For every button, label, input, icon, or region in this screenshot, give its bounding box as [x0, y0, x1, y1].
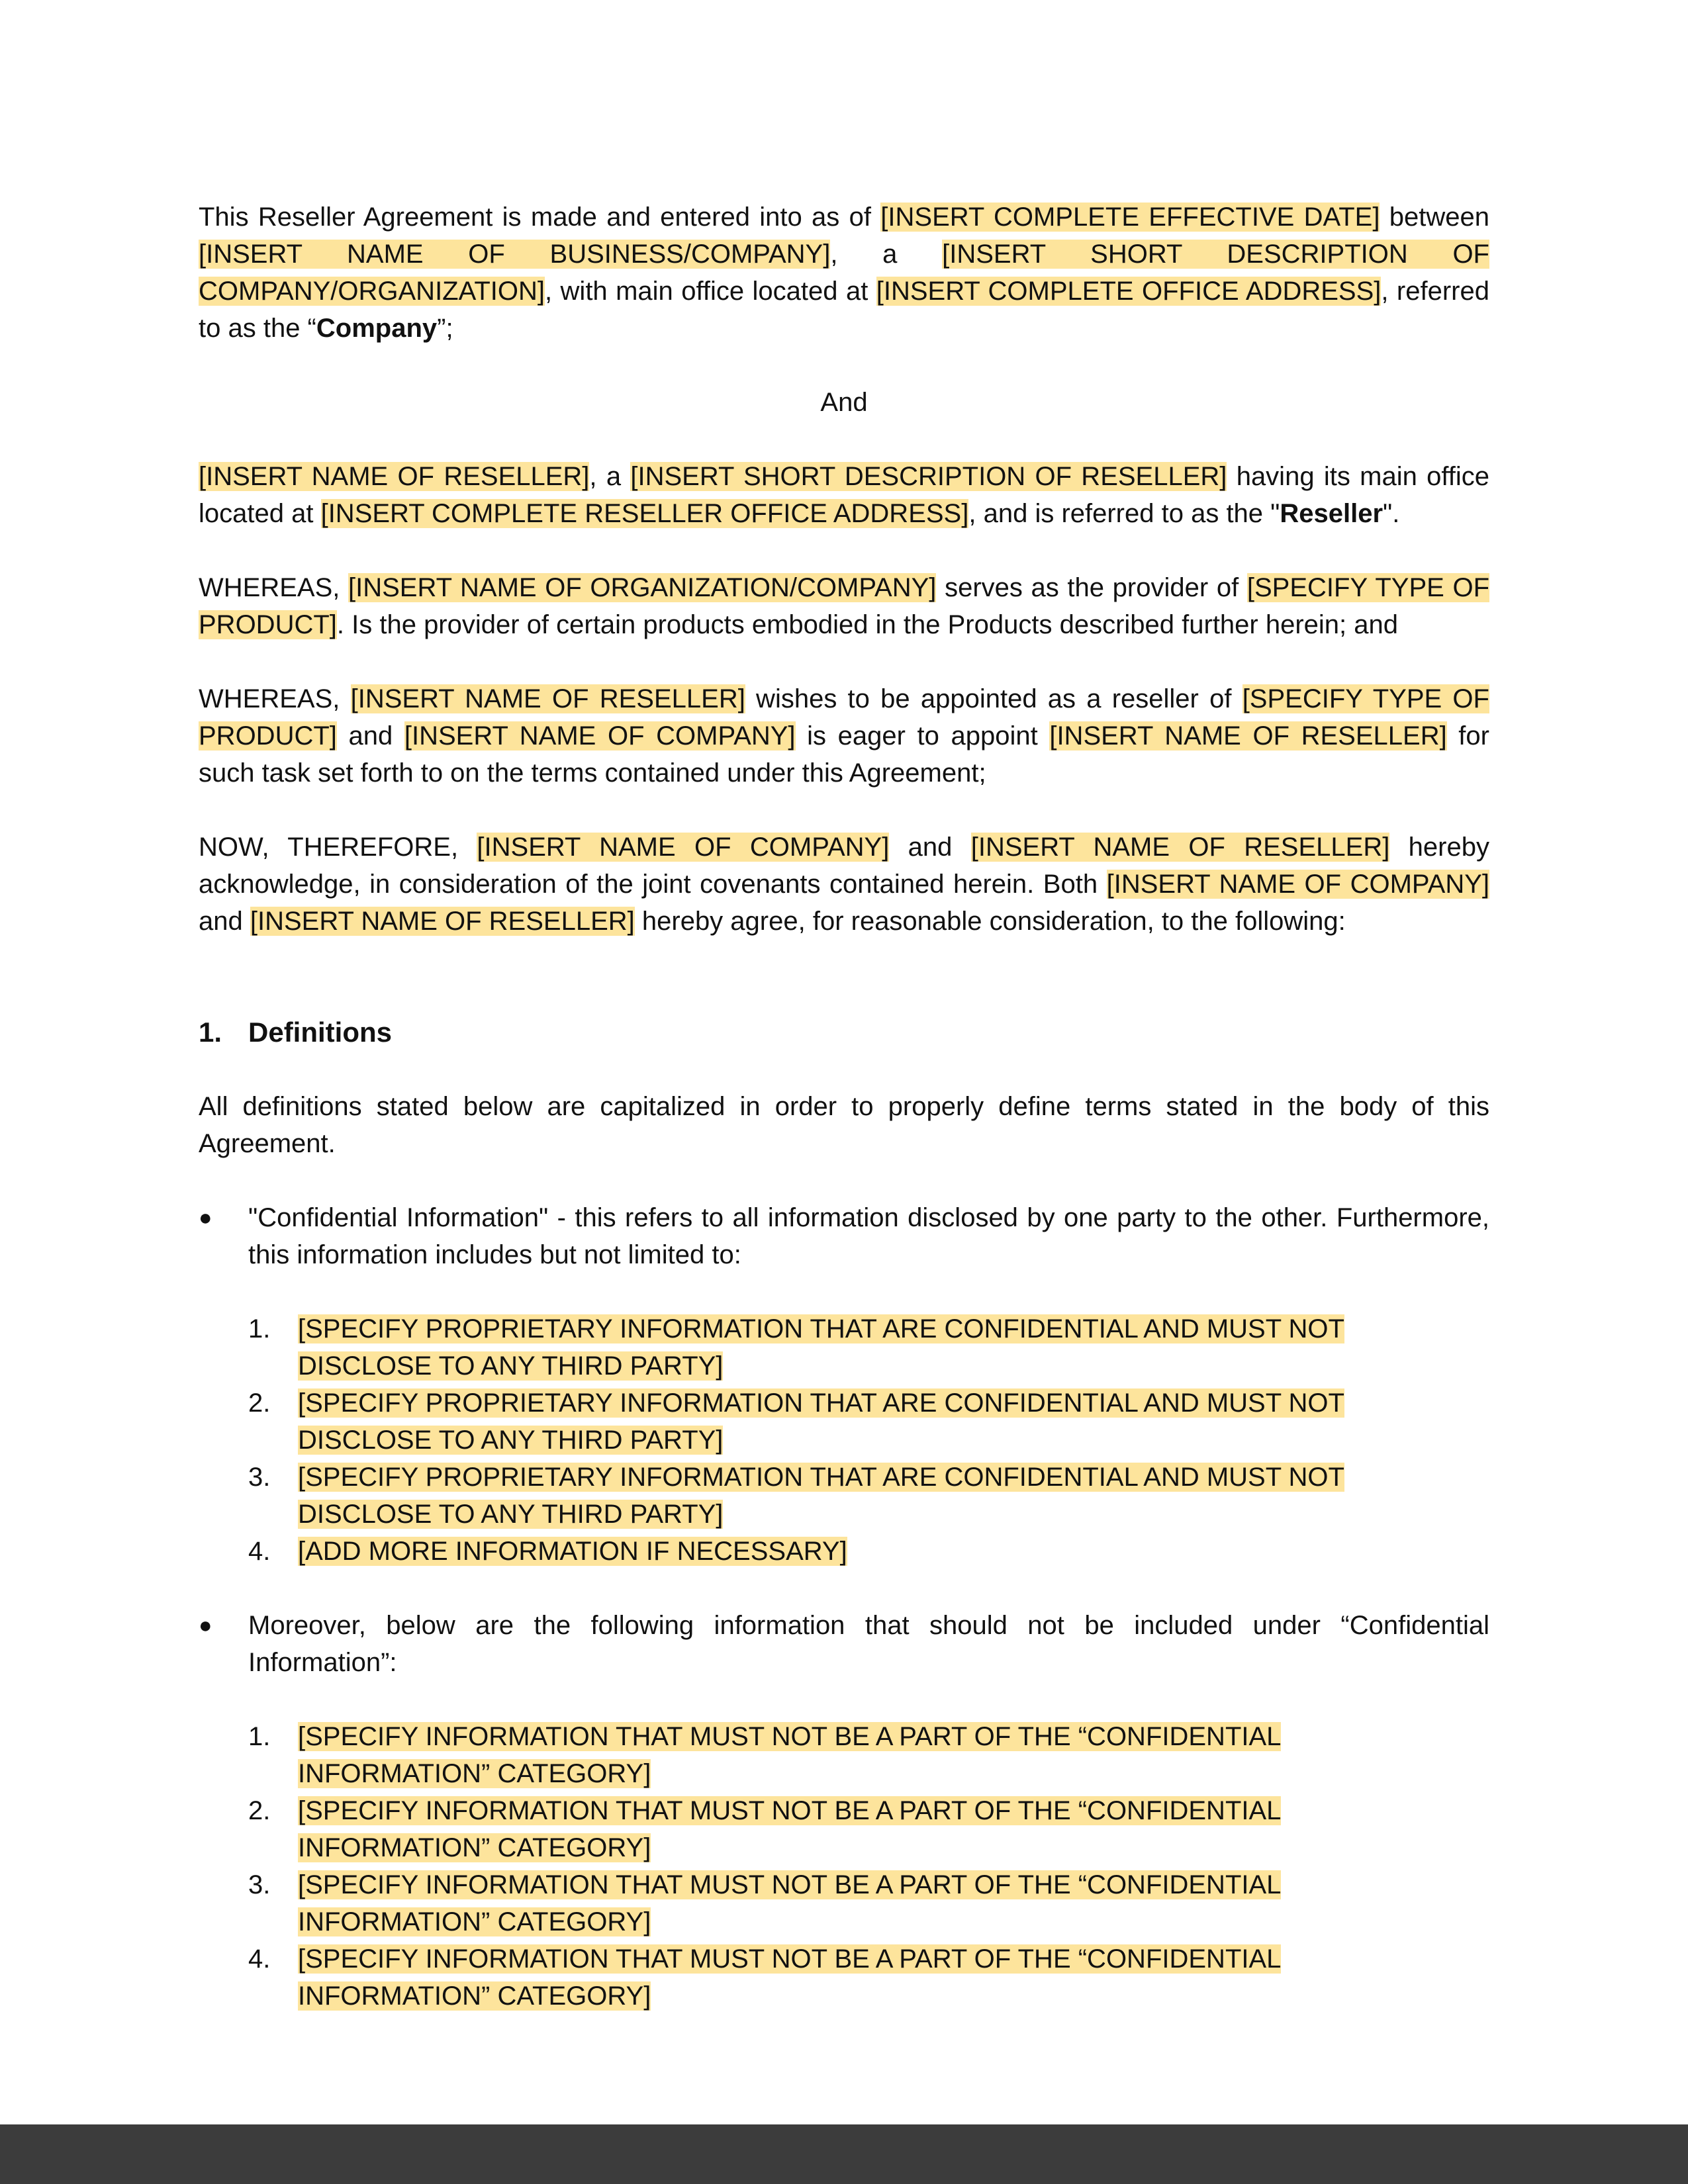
- list-item: 4. [SPECIFY INFORMATION THAT MUST NOT BE A PART OF THE “CONFIDENTIAL INFORMATION” CATEGORY]: [248, 1944, 1282, 2011]
- placeholder-more-information: [ADD MORE INFORMATION IF NECESSARY]: [298, 1537, 847, 1566]
- list-item: 1. [SPECIFY PROPRIETARY INFORMATION THAT ARE CONFIDENTIAL AND MUST NOT DISCLOSE TO ANY THIRD PARTY]: [248, 1314, 1344, 1381]
- bullet-icon: ●: [199, 1613, 212, 1638]
- list-item: 2. [SPECIFY PROPRIETARY INFORMATION THAT ARE CONFIDENTIAL AND MUST NOT DISCLOSE TO ANY THIRD PARTY]: [248, 1388, 1344, 1455]
- confidential-items-list: [199, 1310, 1489, 1570]
- intro-paragraph: This Reseller Agreement is made and entered into as of [INSERT COMPLETE EFFECTIVE DATE] between [INSERT NAME OF BUSINESS/COMPANY], a [INSERT SHORT DESCRIPTION OF COMPANY/ORGANIZATION], with main office located at [INSERT COMPLETE OFFICE ADDRESS], referred to as the “Company”;: [199, 203, 1490, 343]
- placeholder-excluded-information: [SPECIFY INFORMATION THAT MUST NOT BE A PART OF THE “CONFIDENTIAL INFORMATION” CATEGORY]: [298, 1944, 1282, 2011]
- placeholder-reseller-name: [INSERT NAME OF RESELLER]: [970, 833, 1390, 862]
- list-item: 3. [SPECIFY INFORMATION THAT MUST NOT BE A PART OF THE “CONFIDENTIAL INFORMATION” CATEGORY]: [248, 1870, 1282, 1936]
- placeholder-reseller-name: [INSERT NAME OF RESELLER]: [1049, 721, 1447, 751]
- placeholder-company-name: [INSERT NAME OF COMPANY]: [404, 721, 796, 751]
- placeholder-reseller-name: [INSERT NAME OF RESELLER]: [350, 684, 745, 713]
- placeholder-reseller-description: [INSERT SHORT DESCRIPTION OF RESELLER]: [630, 462, 1227, 491]
- reseller-paragraph: [INSERT NAME OF RESELLER], a [INSERT SHORT DESCRIPTION OF RESELLER] having its main office located at [INSERT COMPLETE RESELLER OFFICE ADDRESS], and is referred to as the "Reseller".: [199, 462, 1489, 528]
- section-number: 1.: [199, 1017, 222, 1048]
- now-therefore-paragraph: NOW, THEREFORE, [INSERT NAME OF COMPANY] and [INSERT NAME OF RESELLER] hereby acknowledge, in consideration of the joint covenants contained herein. Both [INSERT NAME OF COMPANY] and [INSERT NAME OF RESELLER] hereby agree, for reasonable consideration, to the following:: [199, 833, 1489, 936]
- excluded-items-list: [199, 1718, 1489, 2015]
- bullet-text: Moreover, below are the following information that should not be included under “Confidential Information”:: [248, 1611, 1489, 1677]
- placeholder-product-type: [SPECIFY TYPE OF PRODUCT]: [199, 684, 1489, 751]
- placeholder-reseller-name: [INSERT NAME OF RESELLER]: [199, 462, 590, 491]
- whereas-paragraph-2: WHEREAS, [INSERT NAME OF RESELLER] wishes to be appointed as a reseller of [SPECIFY TYPE OF PRODUCT] and [INSERT NAME OF COMPANY] is eager to appoint [INSERT NAME OF RESELLER] for such task set forth to on the terms contained under this Agreement;: [199, 684, 1489, 788]
- bullet-excluded-information: [199, 1607, 1489, 1681]
- placeholder-excluded-information: [SPECIFY INFORMATION THAT MUST NOT BE A PART OF THE “CONFIDENTIAL INFORMATION” CATEGORY]: [298, 1870, 1282, 1936]
- list-item: 1. [SPECIFY INFORMATION THAT MUST NOT BE A PART OF THE “CONFIDENTIAL INFORMATION” CATEGORY]: [248, 1722, 1282, 1788]
- defined-term-company: Company: [316, 314, 438, 343]
- placeholder-proprietary-information: [SPECIFY PROPRIETARY INFORMATION THAT ARE CONFIDENTIAL AND MUST NOT DISCLOSE TO ANY THIRD PARTY]: [298, 1388, 1344, 1455]
- placeholder-reseller-address: [INSERT COMPLETE RESELLER OFFICE ADDRESS]: [320, 499, 969, 528]
- placeholder-reseller-name: [INSERT NAME OF RESELLER]: [250, 907, 635, 936]
- placeholder-proprietary-information: [SPECIFY PROPRIETARY INFORMATION THAT ARE CONFIDENTIAL AND MUST NOT DISCLOSE TO ANY THIRD PARTY]: [298, 1314, 1344, 1381]
- placeholder-excluded-information: [SPECIFY INFORMATION THAT MUST NOT BE A PART OF THE “CONFIDENTIAL INFORMATION” CATEGORY]: [298, 1796, 1282, 1862]
- section-title: Definitions: [248, 1017, 392, 1048]
- definitions-intro: All definitions stated below are capitalized in order to properly define terms stated in the body of this Agreement.: [199, 1092, 1489, 1158]
- whereas-paragraph-1: WHEREAS, [INSERT NAME OF ORGANIZATION/COMPANY] serves as the provider of [SPECIFY TYPE OF PRODUCT]. Is the provider of certain products embodied in the Products described further herein; and: [199, 573, 1489, 639]
- footer-bar: [0, 2124, 1688, 2184]
- placeholder-company-name: [INSERT NAME OF COMPANY]: [1106, 870, 1489, 899]
- document-page: [199, 199, 1489, 2052]
- placeholder-organization-name: [INSERT NAME OF ORGANIZATION/COMPANY]: [348, 573, 937, 602]
- list-item: 4. [ADD MORE INFORMATION IF NECESSARY]: [248, 1537, 847, 1566]
- placeholder-proprietary-information: [SPECIFY PROPRIETARY INFORMATION THAT ARE CONFIDENTIAL AND MUST NOT DISCLOSE TO ANY THIRD PARTY]: [298, 1463, 1344, 1529]
- list-item: 3. [SPECIFY PROPRIETARY INFORMATION THAT ARE CONFIDENTIAL AND MUST NOT DISCLOSE TO ANY THIRD PARTY]: [248, 1463, 1344, 1529]
- placeholder-company-description: [INSERT SHORT DESCRIPTION OF COMPANY/ORGANIZATION]: [199, 240, 1489, 306]
- list-item: 2. [SPECIFY INFORMATION THAT MUST NOT BE A PART OF THE “CONFIDENTIAL INFORMATION” CATEGORY]: [248, 1796, 1282, 1862]
- bullet-text: "Confidential Information" - this refers to all information disclosed by one party to the other. Furthermore, this information includes but not limited to:: [248, 1203, 1489, 1269]
- placeholder-excluded-information: [SPECIFY INFORMATION THAT MUST NOT BE A PART OF THE “CONFIDENTIAL INFORMATION” CATEGORY]: [298, 1722, 1282, 1788]
- placeholder-product-type: [SPECIFY TYPE OF PRODUCT]: [199, 573, 1489, 639]
- bullet-icon: ●: [199, 1205, 212, 1230]
- placeholder-company-name: [INSERT NAME OF BUSINESS/COMPANY]: [199, 240, 831, 269]
- defined-term-reseller: Reseller: [1280, 499, 1383, 528]
- placeholder-company-name: [INSERT NAME OF COMPANY]: [477, 833, 890, 862]
- bullet-confidential-information: [199, 1199, 1489, 1273]
- and-separator: And: [820, 388, 868, 417]
- placeholder-office-address: [INSERT COMPLETE OFFICE ADDRESS]: [876, 277, 1382, 306]
- section-heading-definitions: [199, 1014, 1489, 1051]
- placeholder-effective-date: [INSERT COMPLETE EFFECTIVE DATE]: [880, 203, 1380, 232]
